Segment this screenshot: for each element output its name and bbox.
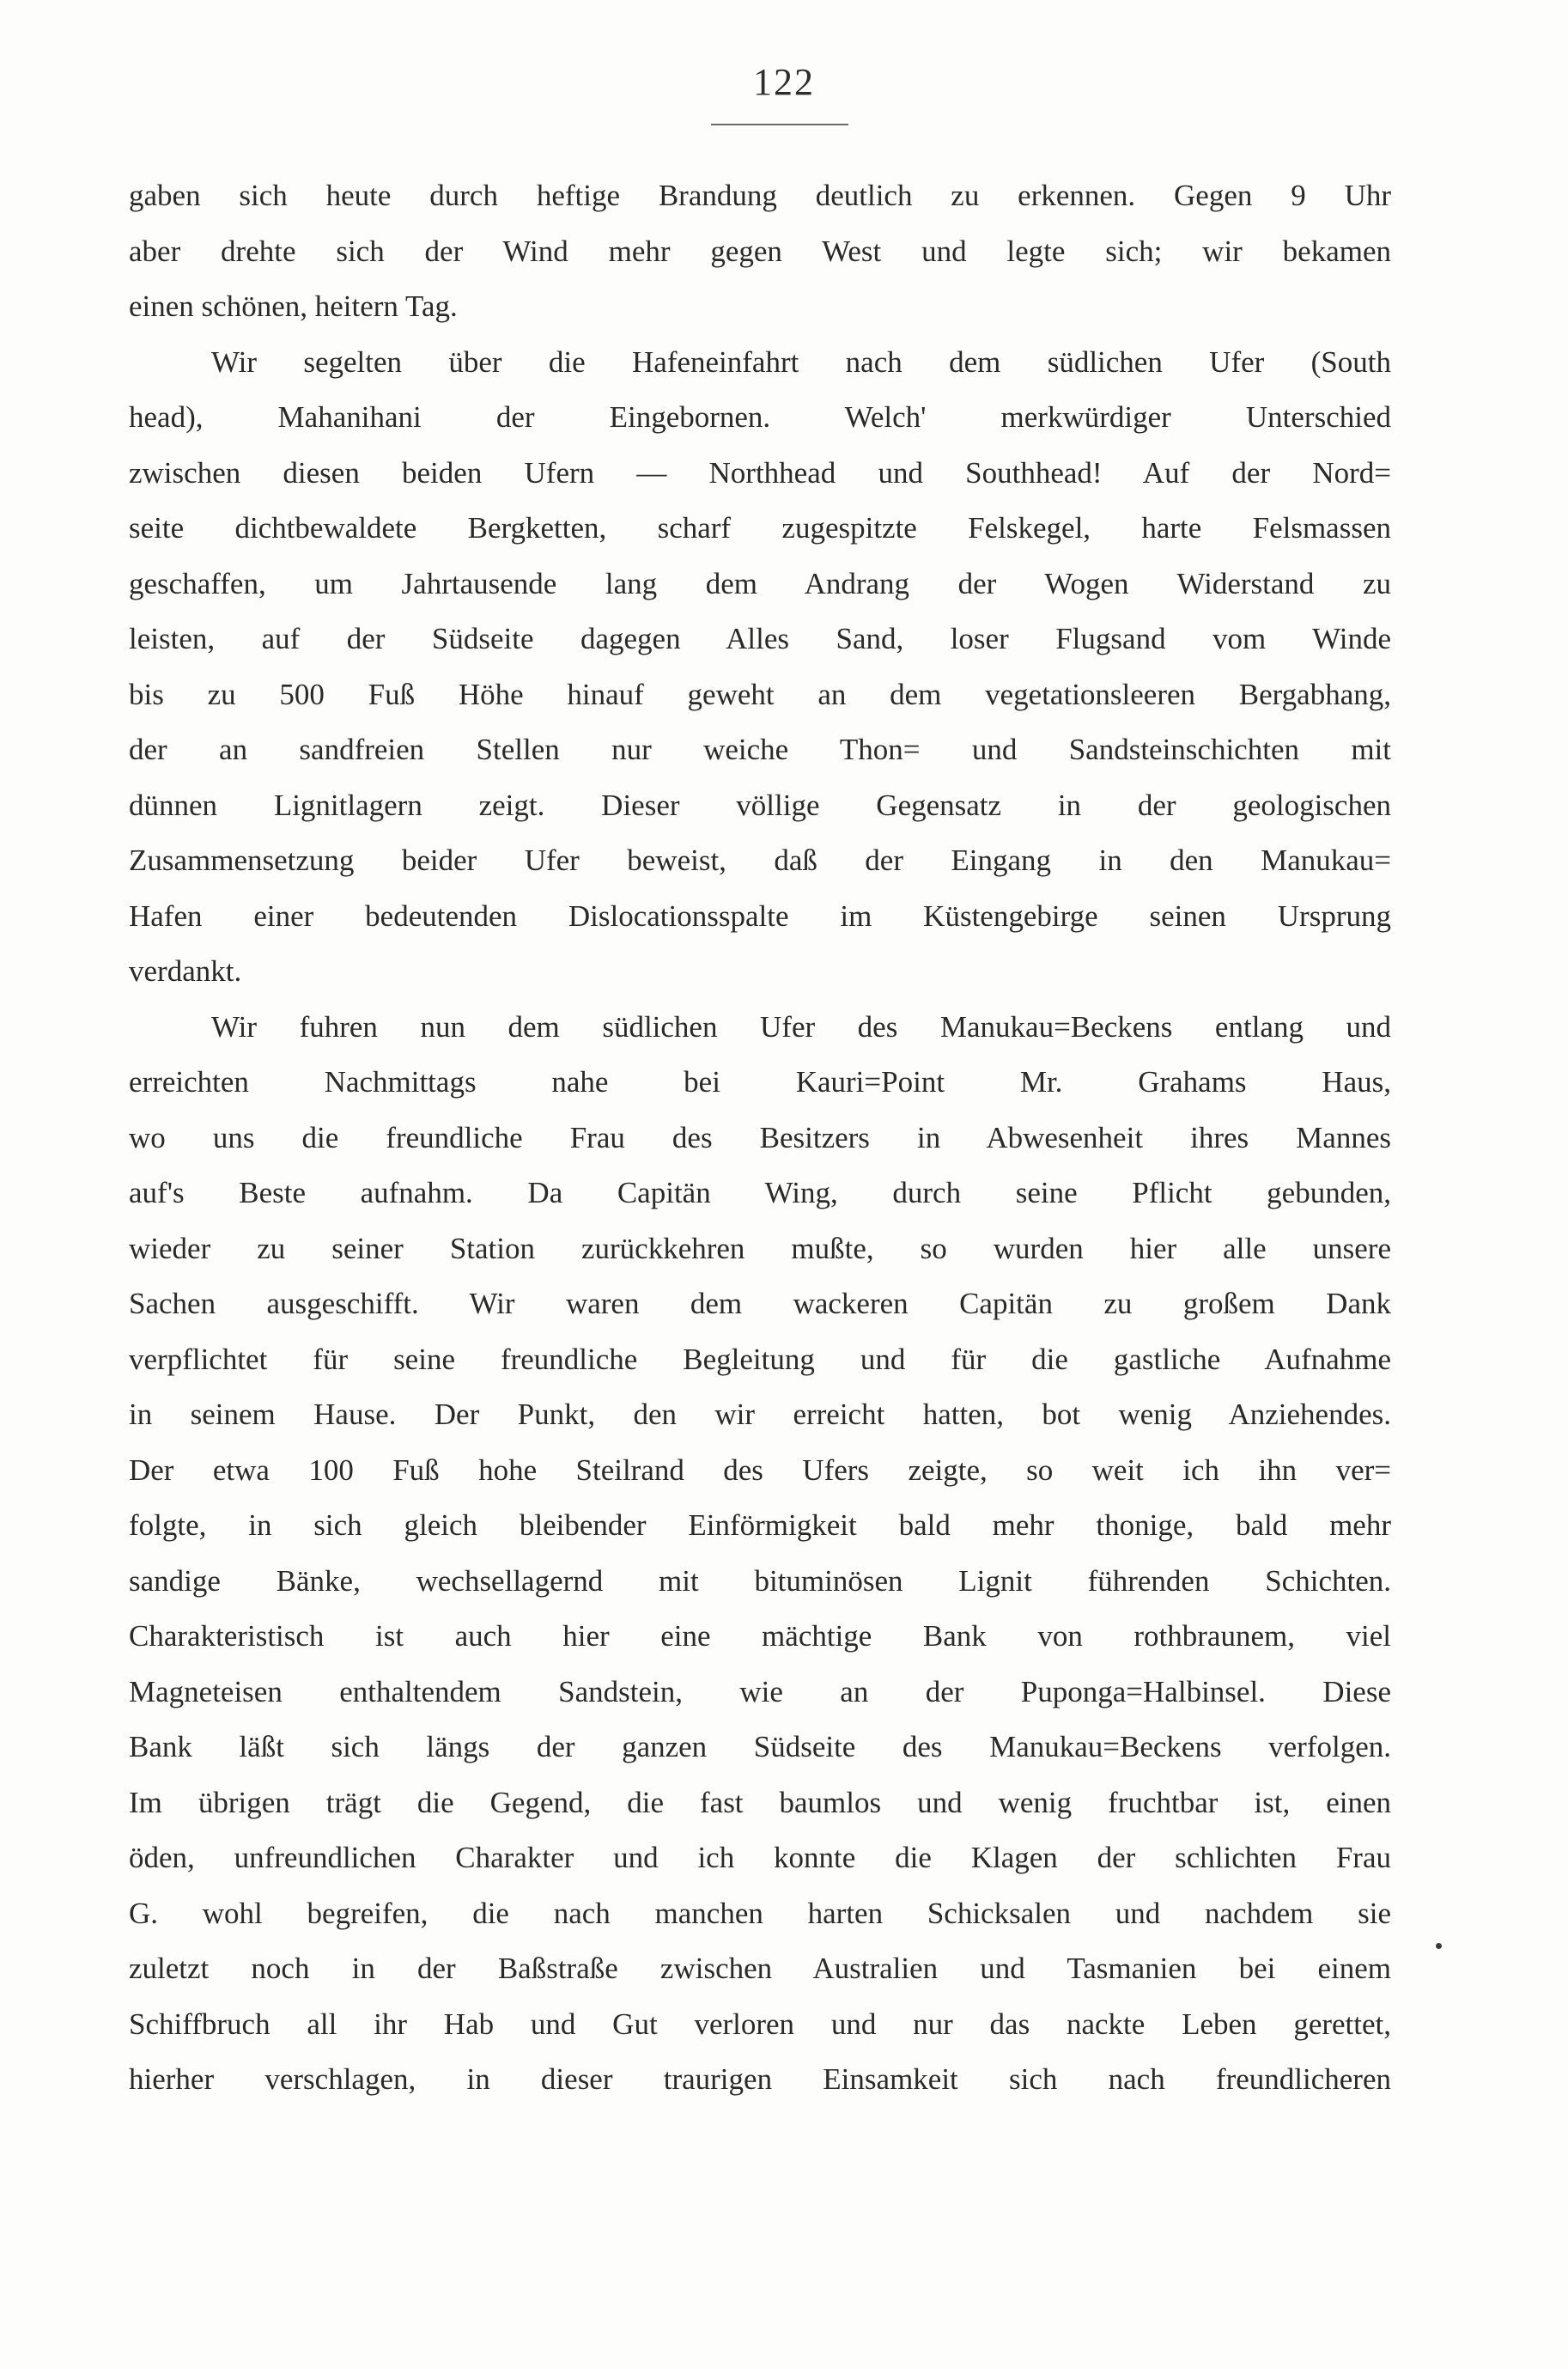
text-line: dünnen Lignitlagern zeigt. Dieser völlige Gegensatz in der geologischen bbox=[129, 788, 1391, 822]
text-line: Charakteristisch ist auch hier eine mächtige Bank von rothbraunem, viel bbox=[129, 1619, 1391, 1653]
text-line: gaben sich heute durch heftige Brandung deutlich zu erkennen. Gegen 9 Uhr bbox=[129, 179, 1391, 212]
text-line: öden, unfreundlichen Charakter und ich konnte die Klagen der schlichten Frau bbox=[129, 1841, 1391, 1874]
text-line: einen schönen, heitern Tag. bbox=[129, 289, 458, 323]
text-line: wieder zu seiner Station zurückkehren mußte, so wurden hier alle unsere bbox=[129, 1231, 1391, 1265]
text-line: Magneteisen enthaltendem Sandstein, wie an der Puponga=Halbinsel. Diese bbox=[129, 1674, 1391, 1708]
text-line: verpflichtet für seine freundliche Begleitung und für die gastliche Aufnahme bbox=[129, 1342, 1391, 1376]
page-number: 122 bbox=[753, 61, 815, 103]
text-line: der an sandfreien Stellen nur weiche Thon= und Sandsteinschichten mit bbox=[129, 733, 1391, 766]
text-line: zwischen diesen beiden Ufern — Northhead und Southhead! Auf der Nord= bbox=[129, 455, 1391, 490]
text-line: Zusammensetzung beider Ufer beweist, daß der Eingang in den Manukau= bbox=[129, 843, 1391, 877]
text-line: wo uns die freundliche Frau des Besitzers in Abwesenheit ihres Mannes bbox=[129, 1120, 1391, 1154]
text-line: Schiffbruch all ihr Hab und Gut verloren und nur das nackte Leben gerettet, bbox=[129, 2007, 1391, 2041]
text-line: auf's Beste aufnahm. Da Capitän Wing, durch seine Pflicht gebunden, bbox=[129, 1176, 1391, 1209]
text-line: Im übrigen trägt die Gegend, die fast baumlos und wenig fruchtbar ist, einen bbox=[129, 1785, 1391, 1819]
text-line: G. wohl begreifen, die nach manchen harten Schicksalen und nachdem sie bbox=[129, 1896, 1391, 1930]
text-line: Wir segelten über die Hafeneinfahrt nach dem südlichen Ufer (South bbox=[211, 344, 1391, 379]
text-line: Wir fuhren nun dem südlichen Ufer des Manukau=Beckens entlang und bbox=[211, 1009, 1391, 1044]
text-line: verdankt. bbox=[129, 954, 242, 988]
text-line: leisten, auf der Südseite dagegen Alles Sand, loser Flugsand vom Winde bbox=[129, 622, 1391, 655]
text-line: folgte, in sich gleich bleibender Einförmigkeit bald mehr thonige, bald mehr bbox=[129, 1508, 1391, 1542]
margin-mark bbox=[1436, 1943, 1442, 1949]
text-line: zuletzt noch in der Baßstraße zwischen Australien und Tasmanien bei einem bbox=[129, 1952, 1391, 1985]
text-line: bis zu 500 Fuß Höhe hinauf geweht an dem vegetationsleeren Bergabhang, bbox=[129, 677, 1391, 711]
text-line: Sachen ausgeschifft. Wir waren dem wackeren Capitän zu großem Dank bbox=[129, 1287, 1391, 1320]
text-line: Hafen einer bedeutenden Dislocationsspalte im Küstengebirge seinen Ursprung bbox=[129, 898, 1391, 933]
text-line: Bank läßt sich längs der ganzen Südseite des Manukau=Beckens verfolgen. bbox=[129, 1730, 1391, 1763]
text-line: geschaffen, um Jahrtausende lang dem Andrang der Wogen Widerstand zu bbox=[129, 566, 1391, 600]
text-line: in seinem Hause. Der Punkt, den wir erreicht hatten, bot wenig Anziehendes. bbox=[129, 1398, 1391, 1431]
text-line: Der etwa 100 Fuß hohe Steilrand des Ufers zeigte, so weit ich ihn ver= bbox=[129, 1452, 1391, 1487]
text-line: erreichten Nachmittags nahe bei Kauri=Point Mr. Grahams Haus, bbox=[129, 1065, 1391, 1099]
text-line: aber drehte sich der Wind mehr gegen West und legte sich; wir bekamen bbox=[129, 234, 1391, 268]
header-rule bbox=[711, 124, 848, 125]
body-text bbox=[129, 168, 1391, 2108]
text-line: hierher verschlagen, in dieser traurigen Einsamkeit sich nach freundlicheren bbox=[129, 2062, 1391, 2096]
text-line: seite dichtbewaldete Bergketten, scharf zugespitzte Felskegel, harte Felsmassen bbox=[129, 511, 1391, 545]
text-line: sandige Bänke, wechsellagernd mit bituminösen Lignit führenden Schichten. bbox=[129, 1563, 1391, 1598]
text-line: head), Mahanihani der Eingebornen. Welch' merkwürdiger Unterschied bbox=[129, 400, 1391, 434]
